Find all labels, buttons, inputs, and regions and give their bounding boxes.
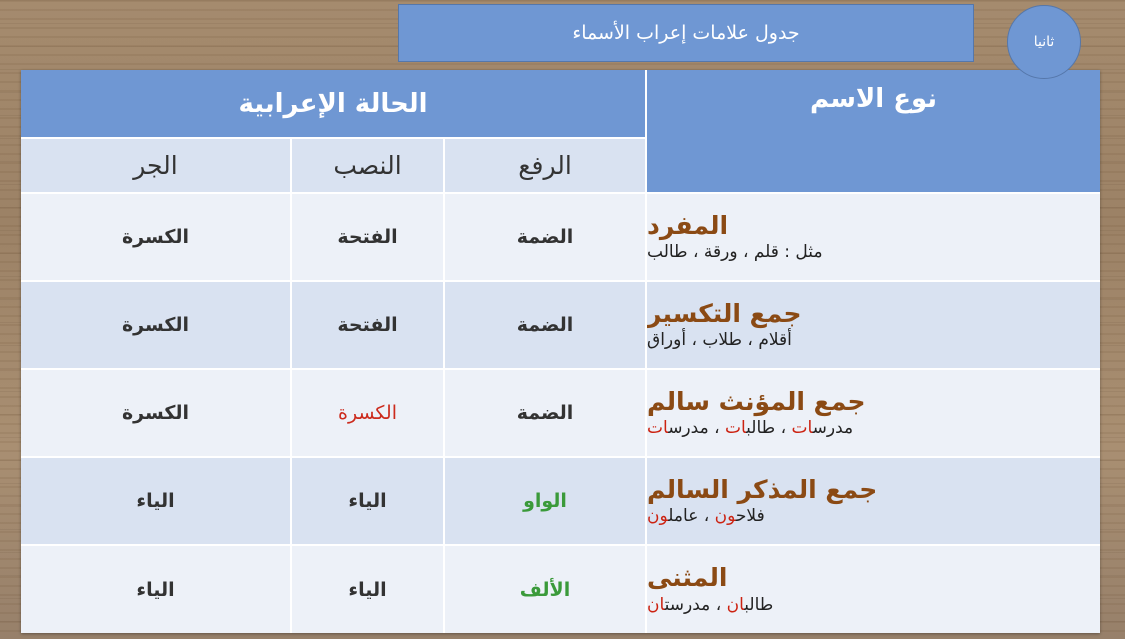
jarr-cell: الياء	[136, 490, 175, 512]
raf-cell: الضمة	[516, 226, 574, 248]
header-case: الحالة الإعرابية	[21, 70, 645, 137]
raf-cell: الألف	[519, 578, 571, 601]
nasb-cell: الياء	[348, 578, 387, 601]
column-divider	[645, 70, 647, 633]
noun-type-name: المثنى	[647, 563, 728, 593]
noun-type-example: مدرسات ، طالبات ، مدرسات	[647, 418, 854, 439]
nasb-cell: الياء	[348, 490, 387, 512]
section-badge: ثانيا	[1007, 5, 1081, 79]
noun-type-example: مثل : قلم ، ورقة ، طالب	[647, 242, 823, 263]
nasb-cell: الفتحة	[337, 226, 398, 248]
jarr-cell: الكسرة	[121, 402, 190, 424]
header-noun-type: نوع الاسم	[647, 70, 1100, 192]
noun-type-name: جمع المذكر السالم	[647, 474, 878, 504]
raf-cell: الضمة	[516, 314, 574, 336]
raf-cell: الواو	[523, 490, 567, 512]
noun-type-cell	[647, 282, 1100, 368]
nasb-cell: الكسرة	[338, 402, 397, 424]
noun-type-cell	[647, 546, 1100, 633]
jarr-cell: الكسرة	[121, 226, 190, 248]
noun-type-example: أقلام ، طلاب ، أوراق	[647, 330, 792, 351]
case-endings-table	[21, 70, 1100, 633]
noun-type-example: فلاحون ، عاملون	[647, 506, 765, 527]
header-jarr: الجر	[21, 139, 290, 192]
noun-type-name: جمع المؤنث سالم	[647, 386, 866, 416]
header-nasb: النصب	[292, 139, 443, 192]
noun-type-cell	[647, 370, 1100, 456]
header-raf: الرفع	[445, 139, 645, 192]
jarr-cell: الكسرة	[121, 314, 190, 336]
noun-type-name: المفرد	[647, 210, 729, 240]
table-title: جدول علامات إعراب الأسماء	[398, 4, 974, 62]
raf-cell: الضمة	[516, 402, 574, 424]
column-divider	[443, 139, 445, 633]
noun-type-cell	[647, 194, 1100, 280]
nasb-cell: الفتحة	[337, 314, 398, 336]
noun-type-example: طالبان ، مدرستان	[647, 594, 774, 615]
noun-type-name: جمع التكسير	[647, 298, 802, 328]
column-divider	[290, 139, 292, 633]
noun-type-cell	[647, 458, 1100, 544]
jarr-cell: الياء	[136, 578, 175, 601]
